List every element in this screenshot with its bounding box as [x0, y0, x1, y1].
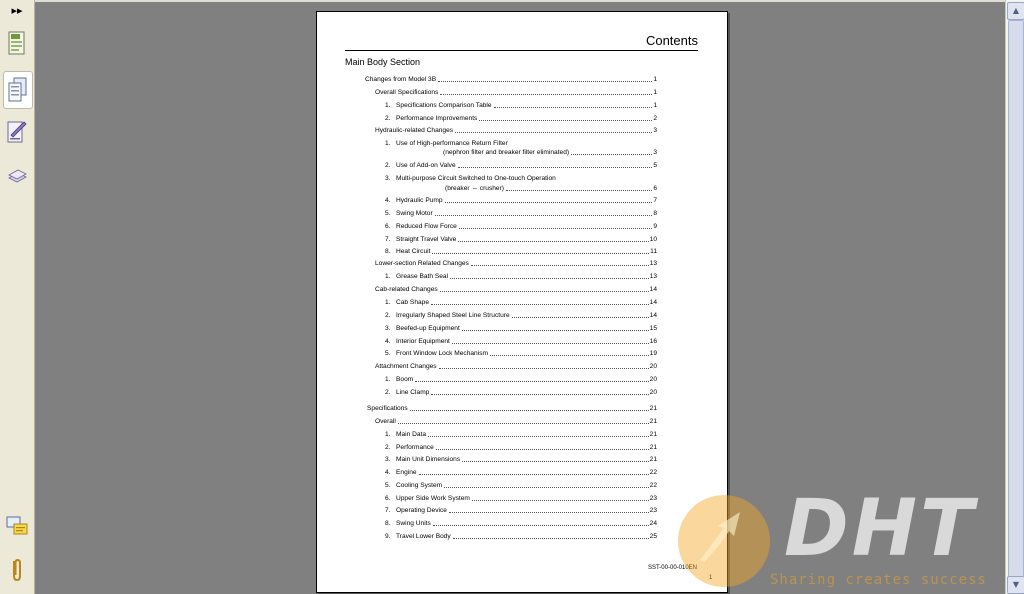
- toc-leader-dots: [453, 537, 649, 539]
- navigation-pane: [0, 0, 35, 594]
- toc-entry-label: Engine: [396, 469, 417, 476]
- pages-icon: [7, 77, 29, 103]
- toc-entry[interactable]: [385, 533, 657, 541]
- toc-entry[interactable]: [365, 76, 657, 84]
- toc-entry[interactable]: [385, 431, 657, 439]
- watermark: [676, 484, 1024, 592]
- toc-entry-number: 7.: [385, 236, 391, 243]
- toc-entry-label: Use of High-performance Return Filter: [396, 140, 508, 147]
- toc-entry[interactable]: [385, 223, 657, 231]
- toc-entry-page: 13: [649, 273, 657, 280]
- toc-entry[interactable]: [385, 444, 657, 452]
- toc-entry-label: Irregularly Shaped Steel Line Structure: [396, 312, 510, 319]
- toc-entry-number: 2.: [385, 444, 391, 451]
- toc-entry-label: Operating Device: [396, 507, 447, 514]
- toc-entry-label: Swing Motor: [396, 210, 433, 217]
- toc-leader-dots: [450, 277, 649, 279]
- toc-entry-page: 15: [649, 325, 657, 332]
- pages-tab[interactable]: [3, 71, 33, 109]
- watermark-tagline: Sharing creates success: [770, 572, 987, 588]
- toc-entry[interactable]: [385, 376, 657, 384]
- toc-entry-page: 23: [649, 495, 657, 502]
- title-rule: [345, 50, 698, 51]
- toc-entry-label: Straight Travel Valve: [396, 236, 457, 243]
- toc-entry[interactable]: [385, 312, 657, 320]
- toc-entry-page: 8: [653, 210, 657, 217]
- toc-entry-number: 8.: [385, 248, 391, 255]
- toc-leader-dots: [472, 499, 649, 501]
- toc-leader-dots: [455, 131, 652, 133]
- toc-entry-number: 5.: [385, 210, 391, 217]
- toc-leader-dots: [444, 486, 648, 488]
- footer-code: SST-00-00-010EN: [647, 565, 697, 571]
- toc-leader-dots: [479, 119, 652, 121]
- toc-entry-label: Specifications: [367, 405, 408, 412]
- toc-entry-number: 1.: [385, 273, 391, 280]
- signatures-tab[interactable]: [3, 114, 31, 150]
- toc-entry[interactable]: [385, 520, 657, 528]
- scroll-down-button[interactable]: ▼: [1007, 576, 1024, 594]
- toc-entry[interactable]: [375, 363, 657, 371]
- toc-entry[interactable]: [375, 418, 657, 426]
- document-page[interactable]: [316, 11, 728, 593]
- toc-entry-label: Interior Equipment: [396, 338, 450, 345]
- toc-entry-label: Main Unit Dimensions: [396, 456, 461, 463]
- toc-entry-label: Upper Side Work System: [396, 495, 470, 502]
- toc-leader-dots: [490, 354, 649, 356]
- toc-entry-subtitle: (nephron filter and breaker filter eliminated): [443, 149, 570, 156]
- toc-entry[interactable]: [367, 405, 657, 413]
- toc-entry[interactable]: [385, 236, 657, 244]
- toc-entry-label: Front Window Lock Mechanism: [396, 350, 488, 357]
- toc-entry-label: Cab Shape: [396, 299, 429, 306]
- toc-entry-label: Multi-purpose Circuit Switched to One-touch Operation: [396, 175, 556, 182]
- toc-leader-dots: [432, 252, 649, 254]
- toc-entry-page: 9: [653, 223, 657, 230]
- toc-entry-label: Boom: [396, 376, 414, 383]
- toc-leader-dots: [428, 435, 649, 437]
- toc-entry[interactable]: [385, 175, 657, 183]
- toc-entry-number: 3.: [385, 456, 391, 463]
- toc-leader-dots: [512, 316, 649, 318]
- toc-entry-page: 25: [649, 533, 657, 540]
- toc-entry-number: 5.: [385, 482, 391, 489]
- toc-entry-label: Beefed-up Equipment: [396, 325, 460, 332]
- toc-entry-page: 21: [649, 431, 657, 438]
- toc-entry-page: 23: [649, 507, 657, 514]
- toc-entry[interactable]: [385, 495, 657, 503]
- toc-entry[interactable]: [385, 248, 657, 256]
- toc-entry-page: 2: [653, 115, 657, 122]
- toc-entry-number: 4.: [385, 469, 391, 476]
- toc-leader-dots: [462, 329, 649, 331]
- toc-entry-page: 20: [649, 389, 657, 396]
- attachments-tab[interactable]: [3, 552, 31, 588]
- toc-entry-label: Use of Add-on Valve: [396, 162, 456, 169]
- toc-entry-continuation[interactable]: [443, 149, 657, 157]
- toc-entry-page: 21: [649, 405, 657, 412]
- layers-tab[interactable]: [3, 158, 31, 194]
- toc-entry-page: 20: [649, 363, 657, 370]
- watermark-logo-text: DHT: [784, 484, 977, 574]
- toc-entry[interactable]: [385, 482, 657, 490]
- toc-entry-number: 8.: [385, 520, 391, 527]
- toc-entry[interactable]: [385, 140, 657, 148]
- toc-entry-label: Hydraulic-related Changes: [375, 127, 454, 134]
- toc-entry-page: 6: [653, 185, 657, 192]
- toc-entry[interactable]: [385, 325, 657, 333]
- toc-entry-number: 6.: [385, 495, 391, 502]
- scroll-up-button[interactable]: ▲: [1007, 2, 1024, 20]
- toc-entry-page: 1: [653, 102, 657, 109]
- toc-entry-page: 14: [649, 312, 657, 319]
- toc-entry[interactable]: [385, 299, 657, 307]
- toc-leader-dots: [506, 189, 652, 191]
- toc-entry[interactable]: [385, 338, 657, 346]
- toc-entry-label: Lower-section Related Changes: [375, 260, 469, 267]
- toc-entry-page: 3: [653, 127, 657, 134]
- toc-entry-label: Main Data: [396, 431, 427, 438]
- toc-entry-number: 2.: [385, 115, 391, 122]
- toc-entry-page: 22: [649, 482, 657, 489]
- toc-entry-page: 1: [653, 89, 657, 96]
- toc-entry-page: 19: [649, 350, 657, 357]
- toc-entry-page: 10: [649, 236, 657, 243]
- signatures-icon: [6, 119, 28, 145]
- toc-entry[interactable]: [385, 507, 657, 515]
- toc-entry-subtitle: (breaker ⇔ crusher): [445, 185, 504, 192]
- toc-entry-number: 7.: [385, 507, 391, 514]
- toc-entry[interactable]: [375, 286, 657, 294]
- toc-leader-dots: [433, 524, 649, 526]
- toc-leader-dots: [458, 166, 653, 168]
- toc-entry-page: 21: [649, 418, 657, 425]
- comments-tab[interactable]: [3, 508, 31, 544]
- toc-entry[interactable]: [385, 273, 657, 281]
- toc-entry[interactable]: [385, 389, 657, 397]
- toc-leader-dots: [431, 393, 648, 395]
- layers-icon: [6, 163, 28, 189]
- toc-entry-page: 3: [653, 149, 657, 156]
- toc-entry-label: Overall: [375, 418, 396, 425]
- toc-leader-dots: [410, 409, 649, 411]
- toc-entry-continuation[interactable]: [445, 185, 657, 193]
- toc-entry-number: 4.: [385, 338, 391, 345]
- toc-entry-page: 16: [649, 338, 657, 345]
- toc-entry-number: 2.: [385, 312, 391, 319]
- toc-entry-number: 1.: [385, 376, 391, 383]
- toc-entry-label: Reduced Flow Force: [396, 223, 457, 230]
- toc-entry-label: Specifications Comparison Table: [396, 102, 492, 109]
- toc-entry-label: Performance: [396, 444, 434, 451]
- toc-entry[interactable]: [385, 210, 657, 218]
- toc-leader-dots: [459, 227, 652, 229]
- arrow-icon: [688, 502, 758, 572]
- toc-entry-number: 1.: [385, 102, 391, 109]
- toc-leader-dots: [398, 422, 649, 424]
- toc-leader-dots: [440, 93, 652, 95]
- toc-entry-number: 6.: [385, 223, 391, 230]
- toc-leader-dots: [571, 153, 652, 155]
- toc-entry[interactable]: [385, 115, 657, 123]
- toc-entry-number: 1.: [385, 299, 391, 306]
- toc-entry-page: 5: [653, 162, 657, 169]
- toc-entry[interactable]: [385, 469, 657, 477]
- toc-entry-page: 21: [649, 456, 657, 463]
- toc-entry-label: Swing Units: [396, 520, 431, 527]
- toc-entry[interactable]: [385, 197, 657, 205]
- comments-icon: [5, 514, 29, 538]
- toc-entry-page: 24: [649, 520, 657, 527]
- toc-entry-number: 3.: [385, 175, 391, 182]
- toc-entry-number: 5.: [385, 350, 391, 357]
- toc-entry-page: 11: [650, 248, 657, 255]
- toc-entry-label: Cooling System: [396, 482, 443, 489]
- toc-leader-dots: [431, 303, 649, 305]
- toc-entry-label: Grease Bath Seal: [396, 273, 449, 280]
- toc-entry-number: 2.: [385, 389, 391, 396]
- toc-entry-number: 4.: [385, 197, 391, 204]
- toc-entry-label: Attachment Changes: [375, 363, 437, 370]
- toc-entry-label: Cab-related Changes: [375, 286, 438, 293]
- toolbar-edge: [35, 0, 1005, 2]
- toc-leader-dots: [439, 367, 649, 369]
- toc-leader-dots: [462, 460, 649, 462]
- toc-entry[interactable]: [385, 350, 657, 358]
- toc-entry-page: 1: [653, 76, 657, 83]
- page-number: 1: [709, 575, 713, 581]
- toc-entry-page: 22: [649, 469, 657, 476]
- toc-entry-label: Changes from Model 3B: [365, 76, 437, 83]
- toc-leader-dots: [440, 290, 649, 292]
- toc-leader-dots: [494, 106, 653, 108]
- toc-entry-page: 21: [649, 444, 657, 451]
- toc-entry-label: Heat Circuit: [396, 248, 431, 255]
- toc-entry[interactable]: [375, 89, 657, 97]
- toc-leader-dots: [449, 511, 649, 513]
- toc-entry-number: 3.: [385, 325, 391, 332]
- toc-entry-page: 14: [649, 299, 657, 306]
- toc-entry-number: 1.: [385, 431, 391, 438]
- toc-entry[interactable]: [375, 260, 657, 268]
- toc-leader-dots: [435, 214, 653, 216]
- toc-entry-label: Line Clamp: [396, 389, 430, 396]
- expand-panel-button[interactable]: ▸▸: [11, 4, 23, 17]
- toc-entry-label: Travel Lower Body: [396, 533, 451, 540]
- toc-entry[interactable]: [385, 456, 657, 464]
- toc-leader-dots: [452, 342, 649, 344]
- toc-leader-dots: [438, 80, 652, 82]
- toc-leader-dots: [415, 380, 648, 382]
- toc-entry-number: 1.: [385, 140, 391, 147]
- toc-leader-dots: [471, 264, 649, 266]
- toc-entry-page: 14: [649, 286, 657, 293]
- toc-leader-dots: [445, 201, 653, 203]
- toc-entry-number: 2.: [385, 162, 391, 169]
- toc-leader-dots: [436, 448, 649, 450]
- toc-entry[interactable]: [385, 162, 657, 170]
- bookmarks-icon: [7, 31, 27, 57]
- toc-entry-page: 20: [649, 376, 657, 383]
- toc-entry-label: Overall Specifications: [375, 89, 439, 96]
- page-title: Contents: [645, 33, 698, 48]
- section-heading: Main Body Section: [345, 57, 421, 67]
- toc-leader-dots: [419, 473, 649, 475]
- toc-leader-dots: [458, 240, 648, 242]
- bookmarks-tab[interactable]: [3, 26, 31, 62]
- attachments-icon: [7, 557, 27, 583]
- toc-entry-page: 13: [649, 260, 657, 267]
- toc-entry-page: 7: [653, 197, 657, 204]
- toc-entry-label: Hydraulic Pump: [396, 197, 443, 204]
- toc-entry[interactable]: [385, 102, 657, 110]
- toc-entry-label: Performance Improvements: [396, 115, 478, 122]
- toc-entry-number: 9.: [385, 533, 391, 540]
- toc-entry[interactable]: [375, 127, 657, 135]
